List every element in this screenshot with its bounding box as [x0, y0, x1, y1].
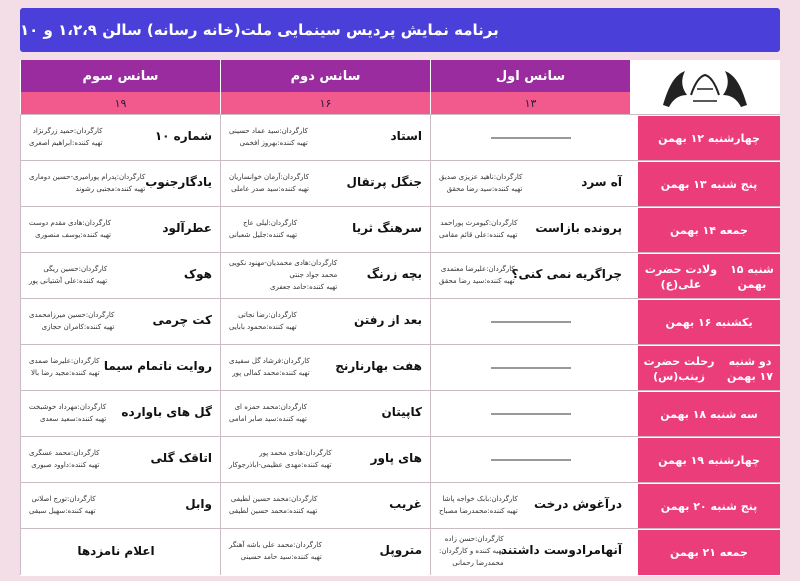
day-label-line: پنج شنبه ۲۰ بهمن — [660, 500, 758, 513]
screening-cell — [220, 391, 430, 437]
film-credits — [439, 533, 504, 569]
credit-line: کارگردان:بابک خواجه پاشا — [442, 495, 518, 503]
credit-line: محمدرضا رحمانی — [452, 559, 504, 567]
film-title: آنهامرادوست داشتند — [500, 543, 622, 557]
screening-cell — [20, 529, 220, 575]
film-credits — [229, 355, 310, 379]
film-credits — [439, 263, 515, 287]
day-label-line: پنج شنبه ۱۳ بهمن — [660, 178, 758, 191]
table-row — [20, 114, 780, 160]
credit-line: کارگردان:کیومرث پوراحمد — [440, 219, 518, 227]
credit-line: کارگردان:هادی محمدیان-مهنود نکویی — [229, 259, 338, 267]
day-label-line: شنبه ۱۵ بهمن — [730, 262, 774, 291]
film-credits — [229, 257, 337, 293]
credit-line: کارگردان:حسن زاده — [444, 535, 504, 543]
day-label — [638, 253, 780, 299]
credit-line: کارگردان:محمد علی باشه آهنگر — [229, 541, 322, 549]
day-label — [638, 483, 780, 529]
screening-cell — [430, 437, 630, 483]
screening-cell — [220, 207, 430, 253]
film-title: گل های باوارده — [121, 405, 212, 419]
credit-line: کارگردان:سید عماد حسینی — [229, 127, 308, 135]
credit-line: کارگردان:هادی مقدم دوست — [29, 219, 112, 227]
festival-logo — [630, 60, 780, 114]
screening-cell — [220, 299, 430, 345]
day-label — [638, 299, 780, 345]
credit-line: کارگردان:پدرام پورامیری-حسین دوماری — [29, 173, 146, 181]
film-credits — [229, 125, 308, 149]
film-title: غریب — [389, 497, 422, 511]
credit-line: کارگردان:علیرضا صمدی — [29, 357, 100, 365]
credit-line: تهیه کننده:سید صابر امامی — [229, 415, 307, 423]
simorgh-logo-icon — [655, 65, 755, 109]
screening-cell — [220, 115, 430, 161]
time-session-1: ۱۳ — [430, 92, 630, 114]
screening-cell — [220, 161, 430, 207]
film-title: وابل — [185, 497, 212, 511]
credit-line: تهیه کننده:سهیل سیفی — [29, 507, 96, 515]
film-credits — [439, 217, 517, 241]
no-screening-dash — [491, 368, 571, 369]
film-credits — [439, 171, 522, 195]
credit-line: تهیه کننده:سید صدر عاملی — [231, 185, 309, 193]
table-row — [20, 252, 780, 298]
page-title: برنامه نمایش پردیس سینمایی ملت(خانه رسانه) سالن ۱،۲،۹ و ۱۰ — [20, 8, 780, 52]
film-title: جنگل پرتقال — [346, 175, 422, 189]
film-credits — [29, 309, 114, 333]
film-title: سرهنگ ثریا — [352, 221, 422, 235]
film-title: استاد — [390, 129, 422, 143]
screening-cell — [220, 437, 430, 483]
film-title: کت چرمی — [152, 313, 212, 327]
screening-cell — [430, 345, 630, 391]
credit-line: تهیه کننده:ابراهیم اصغری — [29, 139, 103, 147]
credit-line: تهیه کننده:سید رضا محقق — [439, 277, 515, 285]
film-credits — [229, 401, 307, 425]
credit-line: تهیه کننده:علی آشتیانی پور — [29, 277, 108, 285]
film-credits — [29, 171, 145, 195]
film-title: کاپیتان — [381, 405, 422, 419]
credit-line: کارگردان:ناهید عزیزی صدیق — [439, 173, 523, 181]
film-credits — [229, 309, 297, 333]
no-screening-dash — [491, 138, 571, 139]
credit-line: کارگردان:محمد عسگری — [29, 449, 100, 457]
credit-line: تهیه کننده:بهروز افخمی — [239, 139, 308, 147]
credit-line: تهیه کننده:جلیل شعبانی — [229, 231, 298, 239]
screening-cell — [220, 253, 430, 299]
screening-cell — [220, 345, 430, 391]
film-credits — [29, 355, 100, 379]
credit-line: تهیه کننده:یوسف منصوری — [35, 231, 112, 239]
day-label — [638, 529, 780, 575]
day-label-line: ولادت حضرت علی(ع) — [644, 262, 718, 291]
credit-line: تهیه کننده:داوود صبوری — [31, 461, 100, 469]
credit-line: تهیه کننده:سعید سعدی — [40, 415, 107, 423]
credit-line: کارگردان:فرشاد گل سفیدی — [229, 357, 310, 365]
credit-line: تهیه کننده:مهدی عظیمی-اباذرجوکار — [229, 461, 332, 469]
table-row — [20, 344, 780, 390]
day-label-line: چهارشنبه ۱۲ بهمن — [658, 132, 760, 145]
screening-cell — [20, 391, 220, 437]
film-credits — [439, 493, 518, 517]
film-credits — [229, 447, 332, 471]
credit-line: کارگردان:لیلی عاج — [243, 219, 298, 227]
film-credits — [29, 401, 106, 425]
screening-cell — [20, 437, 220, 483]
film-title: اتاقک گلی — [150, 451, 212, 465]
film-title: روایت ناتمام سیما — [103, 359, 212, 373]
screening-cell — [20, 207, 220, 253]
credit-line: تهیه کننده:علی قائم مقامی — [439, 231, 518, 239]
header-session-2: سانس دوم — [220, 60, 430, 92]
day-label-line: سه شنبه ۱۸ بهمن — [660, 408, 758, 421]
table-row — [20, 298, 780, 344]
credit-line: کارگردان:رضا نجاتی — [238, 311, 297, 319]
credit-line: تهیه کننده:محمدرضا مصباح — [439, 507, 518, 515]
credit-line: کارگردان:آرمان خوانساریان — [229, 173, 309, 181]
film-title: پرونده بازاست — [535, 221, 622, 235]
film-title: متروپل — [379, 543, 422, 557]
screening-cell — [430, 207, 630, 253]
film-credits — [229, 171, 309, 195]
table-row — [20, 390, 780, 436]
day-label-line: دو شنبه ۱۷ بهمن — [727, 354, 773, 383]
day-label — [638, 391, 780, 437]
film-title: یادگارجنوب — [145, 175, 212, 189]
credit-line: کارگردان:مهرداد خوشبخت — [29, 403, 107, 411]
screening-cell — [430, 529, 630, 575]
film-credits — [29, 493, 96, 517]
credit-line: تهیه کننده:سید حامد حسینی — [240, 553, 322, 561]
time-session-3: ۱۹ — [20, 92, 220, 114]
film-title: هفت بهارنارنج — [335, 359, 422, 373]
film-title: آه سرد — [581, 175, 622, 189]
film-title: عطرآلود — [162, 221, 212, 235]
credit-line: کارگردان:هادی محمد پور — [259, 449, 332, 457]
no-screening-dash — [491, 460, 571, 461]
no-screening-dash — [491, 322, 571, 323]
day-label-line: جمعه ۲۱ بهمن — [670, 546, 748, 559]
no-screening-dash — [491, 414, 571, 415]
awards-announcement: اعلام نامزدها — [77, 544, 155, 558]
screening-cell — [430, 161, 630, 207]
film-title: شماره ۱۰ — [154, 129, 212, 143]
credit-line: کارگردان:علیرضا معتمدی — [440, 265, 515, 273]
table-row — [20, 528, 780, 574]
schedule-table — [20, 60, 780, 576]
credit-line: کارگردان:حسین میرزامحمدی — [29, 311, 115, 319]
credit-line: کارگردان:تورج اصلانی — [31, 495, 96, 503]
screening-cell — [20, 161, 220, 207]
credit-line: محمد جواد جنتی — [289, 271, 338, 279]
screening-cell — [430, 483, 630, 529]
day-label-line: جمعه ۱۴ بهمن — [670, 224, 748, 237]
credit-line: تهیه کننده:مجتبی رشوند — [75, 185, 146, 193]
day-label-line: یکشنبه ۱۶ بهمن — [665, 316, 753, 329]
screening-cell — [20, 483, 220, 529]
film-credits — [29, 217, 111, 241]
film-credits — [229, 539, 322, 563]
screening-cell — [20, 253, 220, 299]
credit-line: تهیه کننده:مجید رضا بالا — [30, 369, 100, 377]
screening-cell — [20, 115, 220, 161]
screening-cell — [220, 483, 430, 529]
screening-cell — [20, 345, 220, 391]
credit-line: تهیه کننده:حامد جعفری — [270, 283, 338, 291]
film-title: درآغوش درخت — [533, 497, 622, 511]
header-session-3: سانس سوم — [20, 60, 220, 92]
film-credits — [29, 125, 103, 149]
film-credits — [29, 447, 99, 471]
credit-line: کارگردان:محمد حمزه ای — [234, 403, 307, 411]
screening-cell — [220, 529, 430, 575]
table-row — [20, 436, 780, 482]
film-credits — [229, 217, 297, 241]
credit-line: کارگردان:حسین ریگی — [43, 265, 108, 273]
film-title: های پاور — [370, 451, 422, 465]
day-label — [638, 437, 780, 483]
table-row — [20, 160, 780, 206]
film-title: هوک — [183, 267, 212, 281]
screening-cell — [430, 115, 630, 161]
credit-line: کارگردان:محمد حسین لطیفی — [230, 495, 318, 503]
credit-line: تهیه کننده و کارگردان: — [439, 547, 504, 555]
day-label-line: رحلت حضرت زینب(س) — [643, 354, 715, 383]
credit-line: تهیه کننده:کامران حجازی — [41, 323, 115, 331]
day-label-line: چهارشنبه ۱۹ بهمن — [658, 454, 760, 467]
screening-cell — [20, 299, 220, 345]
screening-cell — [430, 391, 630, 437]
day-label — [638, 207, 780, 253]
day-label — [638, 345, 780, 391]
credit-line: تهیه کننده:محمد کمالی پور — [232, 369, 310, 377]
table-row — [20, 482, 780, 528]
header-session-1: سانس اول — [430, 60, 630, 92]
credit-line: تهیه کننده:محمد حسین لطیفی — [229, 507, 318, 515]
credit-line: تهیه کننده:سید رضا محقق — [446, 185, 523, 193]
screening-cell — [430, 253, 630, 299]
film-title: چراگریه نمی کنی؟ — [511, 267, 622, 281]
credit-line: تهیه کننده:محمود بابایی — [229, 323, 297, 331]
time-session-2: ۱۶ — [220, 92, 430, 114]
film-credits — [29, 263, 107, 287]
day-label — [638, 115, 780, 161]
table-row — [20, 206, 780, 252]
film-credits — [229, 493, 317, 517]
film-title: بعد از رفتن — [353, 313, 422, 327]
film-title: بچه زرنگ — [366, 267, 422, 281]
screening-cell — [430, 299, 630, 345]
credit-line: کارگردان:حمید زرگرنژاد — [32, 127, 103, 135]
day-label — [638, 161, 780, 207]
